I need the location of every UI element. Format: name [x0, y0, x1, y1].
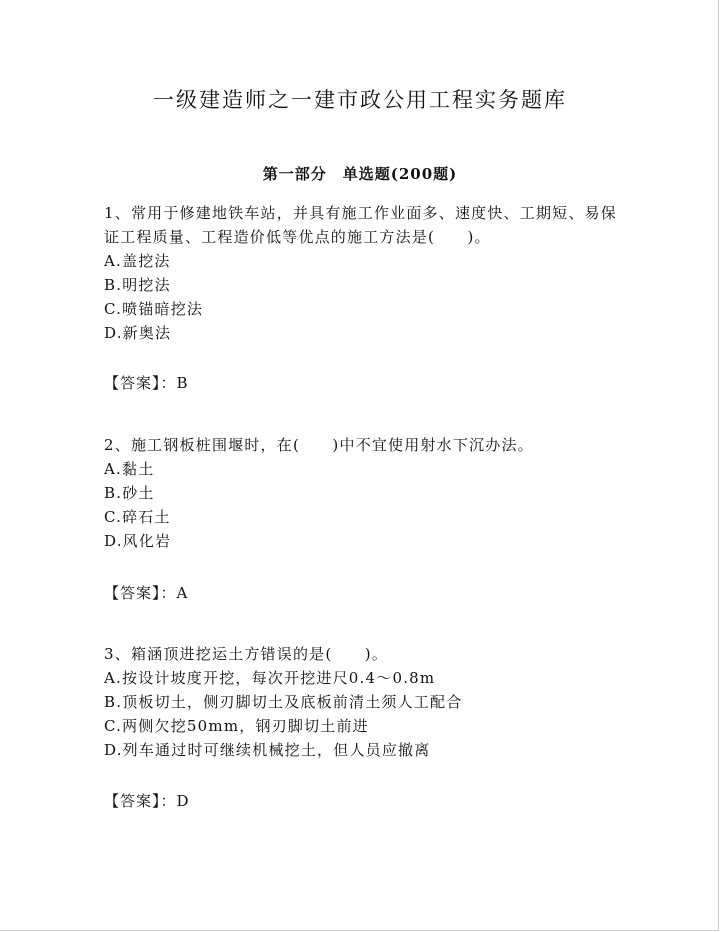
answer-label: 【答案】：: [104, 584, 177, 602]
question-3: [104, 642, 624, 762]
question-1-stem: 1、常用于修建地铁车站，并具有施工作业面多、速度快、工期短、易保证工程质量、工程造价低等优点的施工方法是( )。: [104, 204, 617, 246]
question-3-option-b: B.顶板切土，侧刃脚切土及底板前清土须人工配合: [104, 693, 463, 711]
document-title: 一级建造师之一建市政公用工程实务题库: [153, 88, 567, 112]
question-3-option-c: C.两侧欠挖50mm，钢刃脚切土前进: [104, 717, 369, 735]
question-1-option-b: B.明挖法: [104, 276, 171, 294]
question-2-option-a: A.黏土: [104, 460, 155, 478]
question-3-option-d: D.列车通过时可继续机械挖土，但人员应撤离: [104, 741, 431, 759]
question-1-option-c: C.喷锚暗挖法: [104, 300, 204, 318]
question-3-option-a: A.按设计坡度开挖，每次开挖进尺0.4～0.8m: [104, 669, 436, 687]
question-2-option-d: D.风化岩: [104, 532, 172, 550]
section-heading: 第一部分 单选题(200题): [262, 165, 458, 183]
answer-value: B: [176, 374, 189, 392]
answer-label: 【答案】：: [104, 374, 177, 392]
answer-label: 【答案】：: [104, 792, 177, 810]
answer-value: D: [176, 792, 190, 810]
question-2-answer: [104, 582, 188, 603]
question-1-option-d: D.新奥法: [104, 324, 172, 342]
question-1-answer: [104, 372, 189, 393]
question-3-stem: 3、箱涵顶进挖运土方错误的是( )。: [104, 645, 389, 663]
question-2-stem: 2、施工钢板桩围堰时，在( )中不宜使用射水下沉办法。: [104, 436, 534, 454]
question-1: [104, 201, 624, 345]
question-2: [104, 433, 624, 553]
question-2-option-b: B.砂土: [104, 484, 155, 502]
question-3-answer: [104, 790, 190, 811]
question-2-option-c: C.碎石土: [104, 508, 171, 526]
question-1-option-a: A.盖挖法: [104, 252, 171, 270]
answer-value: A: [176, 584, 189, 602]
